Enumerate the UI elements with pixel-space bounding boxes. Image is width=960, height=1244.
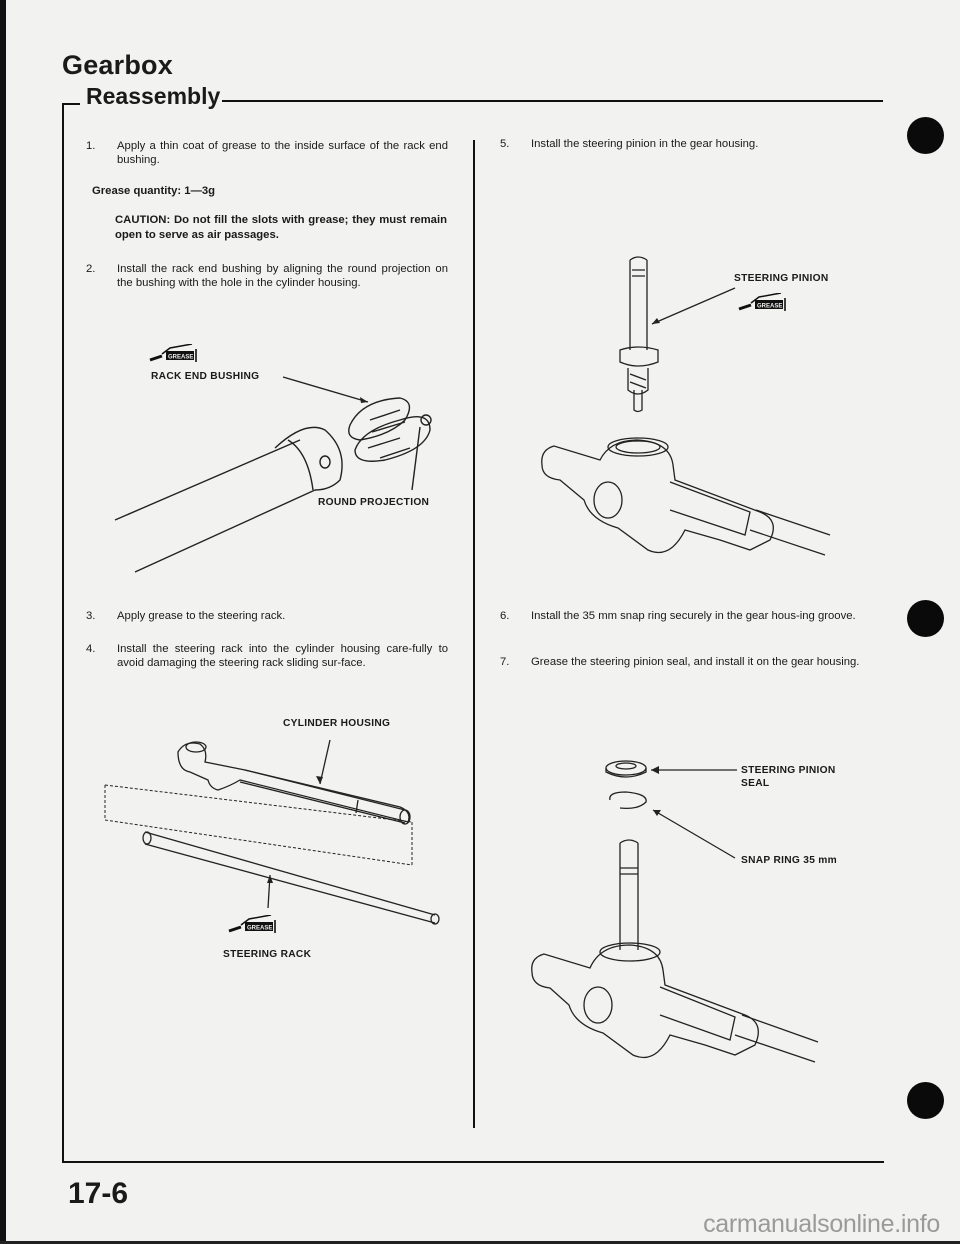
step-6 [500, 609, 860, 623]
step-number: 3. [86, 610, 96, 622]
section-title: Reassembly [86, 83, 221, 109]
svg-text:GREASE: GREASE [168, 354, 194, 361]
step-4 [86, 642, 448, 671]
frame-rule [62, 103, 80, 105]
step-text: Apply a thin coat of grease to the inside surface of the rack end bushing. [117, 140, 448, 167]
step-number: 6. [500, 610, 510, 622]
grease-gun-icon [148, 344, 208, 364]
steering-pinion-figure [520, 250, 880, 580]
grease-gun-icon [737, 293, 797, 313]
label-snap-ring: SNAP RING 35 mm [741, 855, 838, 866]
frame-rule [222, 100, 883, 102]
step-text: Install the steering rack into the cylinder housing care-fully to avoid damaging the steering rack sliding sur-face. [117, 643, 448, 670]
cylinder-housing-figure [100, 710, 470, 980]
label-line: SEAL [741, 778, 770, 789]
margin-mark-dot [907, 1082, 944, 1119]
label-cylinder-housing: CYLINDER HOUSING [283, 718, 391, 729]
margin-mark-dot [907, 600, 944, 637]
page-title: Gearbox [62, 50, 173, 80]
watermark: carmanualsonline.info [703, 1210, 940, 1238]
label-rack-end-bushing: RACK END BUSHING [151, 371, 260, 382]
step-text: Grease the steering pinion seal, and install it on the gear housing. [531, 656, 860, 668]
step-number: 5. [500, 138, 510, 150]
step-number: 4. [86, 643, 96, 655]
step-7 [500, 655, 860, 669]
frame-rule [62, 103, 64, 1163]
label-line: STEERING PINION [741, 765, 836, 776]
svg-text:GREASE: GREASE [757, 303, 783, 310]
grease-gun-icon [227, 915, 287, 935]
label-steering-pinion-seal [741, 764, 836, 790]
step-number: 7. [500, 656, 510, 668]
label-round-projection: ROUND PROJECTION [318, 497, 430, 508]
step-number: 2. [86, 263, 96, 275]
frame-rule [62, 1161, 884, 1163]
svg-text:GREASE: GREASE [247, 925, 273, 932]
step-text: Install the 35 mm snap ring securely in the gear hous-ing groove. [531, 610, 856, 622]
margin-mark-dot [907, 117, 944, 154]
step-text: Install the steering pinion in the gear housing. [531, 138, 759, 150]
scan-edge-left [0, 0, 6, 1244]
label-steering-pinion: STEERING PINION [734, 273, 829, 284]
grease-quantity: Grease quantity: 1—3g [92, 185, 216, 197]
page-number: 17-6 [68, 1177, 129, 1210]
step-text: Apply grease to the steering rack. [117, 610, 286, 622]
step-5 [500, 137, 860, 151]
step-number: 1. [86, 140, 96, 152]
step-1 [86, 139, 448, 168]
column-divider [473, 140, 475, 1128]
step-3 [86, 609, 448, 623]
label-steering-rack: STEERING RACK [223, 949, 312, 960]
step-text: Install the rack end bushing by aligning the round projection on the bushing with the hole in the cylinder housing. [117, 263, 448, 290]
pinion-seal-figure [520, 740, 880, 1100]
caution-note: CAUTION: Do not fill the slots with grease; they must remain open to serve as air passages. [115, 214, 447, 241]
step-2 [86, 262, 448, 291]
